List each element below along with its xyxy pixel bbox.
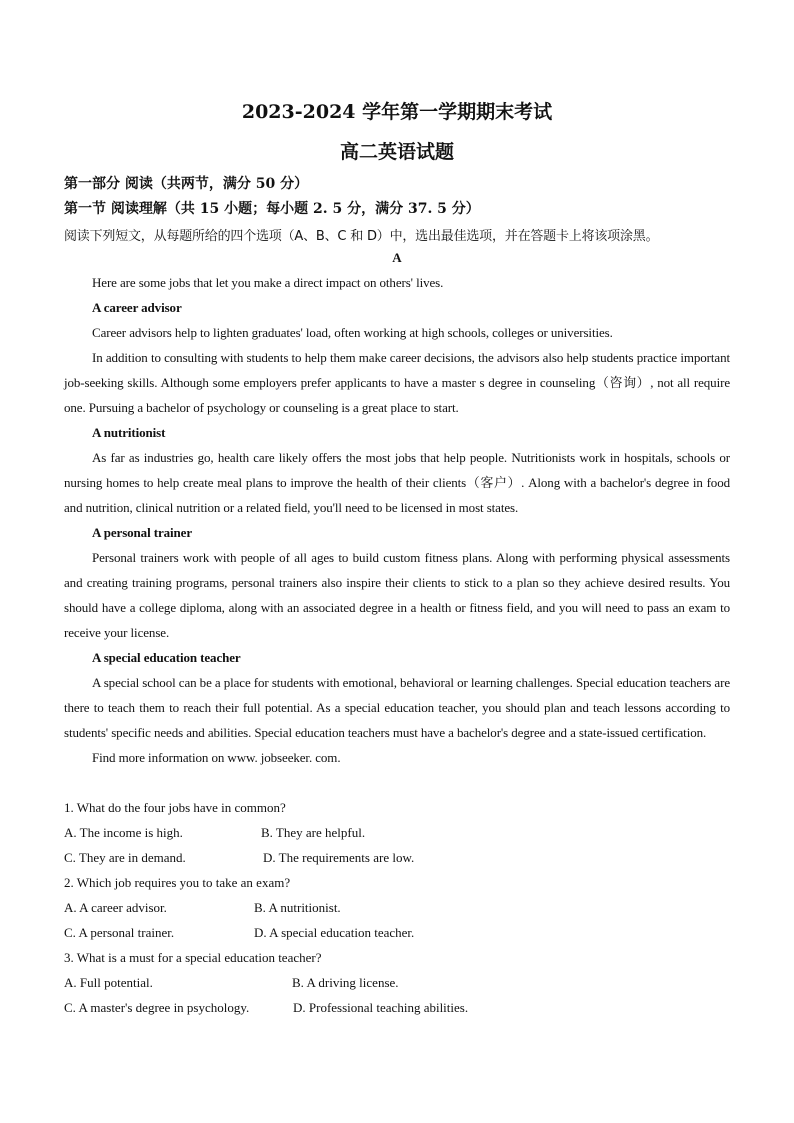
option-d: D. Professional teaching abilities. — [293, 1000, 469, 1015]
question-item — [64, 795, 730, 870]
passage-label: A — [392, 250, 402, 265]
job-heading: A personal trainer — [92, 525, 193, 540]
option-b: B. They are helpful. — [261, 825, 366, 840]
job-paragraph: In addition to consulting with students to help them make career decisions, the advisors also help students practice important job-seeking skills. Although some employers prefer applicants to have a master s degree in counseling（咨询）, not all require one. Pursuing a bachelor of psychology or counseling is a great place to start. — [64, 350, 730, 415]
option-d: D. A special education teacher. — [254, 925, 415, 940]
option-row — [64, 970, 730, 995]
option-c: C. A master's degree in psychology. — [64, 1000, 250, 1015]
job-heading: A nutritionist — [92, 425, 166, 440]
part-heading: 第一部分 阅读（共两节，满分 50 分） — [64, 176, 309, 192]
question-list — [64, 795, 730, 1020]
exam-title: 2023-2024 学年第一学期期末考试 — [241, 101, 553, 123]
option-c: C. A personal trainer. — [64, 925, 175, 940]
option-row — [64, 845, 730, 870]
option-row — [64, 920, 730, 945]
question-stem: 2. Which job requires you to take an exam? — [64, 875, 291, 890]
exam-subtitle: 高二英语试题 — [339, 141, 454, 163]
instruction-text: 阅读下列短文，从每题所给的四个选项（A、B、C 和 D）中，选出最佳选项，并在答题卡上将该项涂黑。 — [64, 229, 659, 244]
option-a: A. Full potential. — [64, 975, 153, 990]
job-paragraph: As far as industries go, health care likely offers the most jobs that help people. Nutritionists work in hospitals, schools or nursing homes to help create meal plans to improve the health of their clients（客户）. Along with a bachelor's degree in food and nutrition, clinical nutrition or a related field, you'll need to be licensed in most states. — [64, 450, 730, 515]
question-stem: 3. What is a must for a special education teacher? — [64, 950, 322, 965]
question-item — [64, 870, 730, 945]
job-heading: A special education teacher — [92, 650, 241, 665]
option-b: B. A nutritionist. — [254, 900, 341, 915]
passage-intro: Here are some jobs that let you make a direct impact on others' lives. — [92, 275, 444, 290]
job-heading: A career advisor — [92, 300, 182, 315]
option-row — [64, 820, 730, 845]
option-a: A. A career advisor. — [64, 900, 167, 915]
passage-body — [64, 270, 730, 770]
passage-closing: Find more information on www. jobseeker. com. — [92, 750, 341, 765]
job-paragraph: Personal trainers work with people of all ages to build custom fitness plans. Along with performing physical assessments and creating training programs, personal trainers also inspire their clients to stick to a plan so they achieve desired results. You should have a college diploma, along with an associated degree in a health or fitness field, and you will need to pass an exam to receive your license. — [64, 550, 730, 640]
option-d: D. The requirements are low. — [263, 850, 415, 865]
question-stem: 1. What do the four jobs have in common? — [64, 800, 286, 815]
question-item — [64, 945, 730, 1020]
job-paragraph: Career advisors help to lighten graduates' load, often working at high schools, colleges or universities. — [92, 325, 613, 340]
job-paragraph: A special school can be a place for students with emotional, behavioral or learning challenges. Special education teachers are there to teach them to reach their full potential. As a special education teacher, you should plan and teach lessons according to students' specific needs and abilities. Special education teachers must have a bachelor's degree and a state-issued certification. — [64, 675, 730, 740]
option-a: A. The income is high. — [64, 825, 183, 840]
option-c: C. They are in demand. — [64, 850, 186, 865]
section-heading: 第一节 阅读理解（共 15 小题；每小题 2. 5 分，满分 37. 5 分） — [64, 201, 480, 217]
option-row — [64, 895, 730, 920]
option-row — [64, 995, 730, 1020]
option-b: B. A driving license. — [292, 975, 399, 990]
